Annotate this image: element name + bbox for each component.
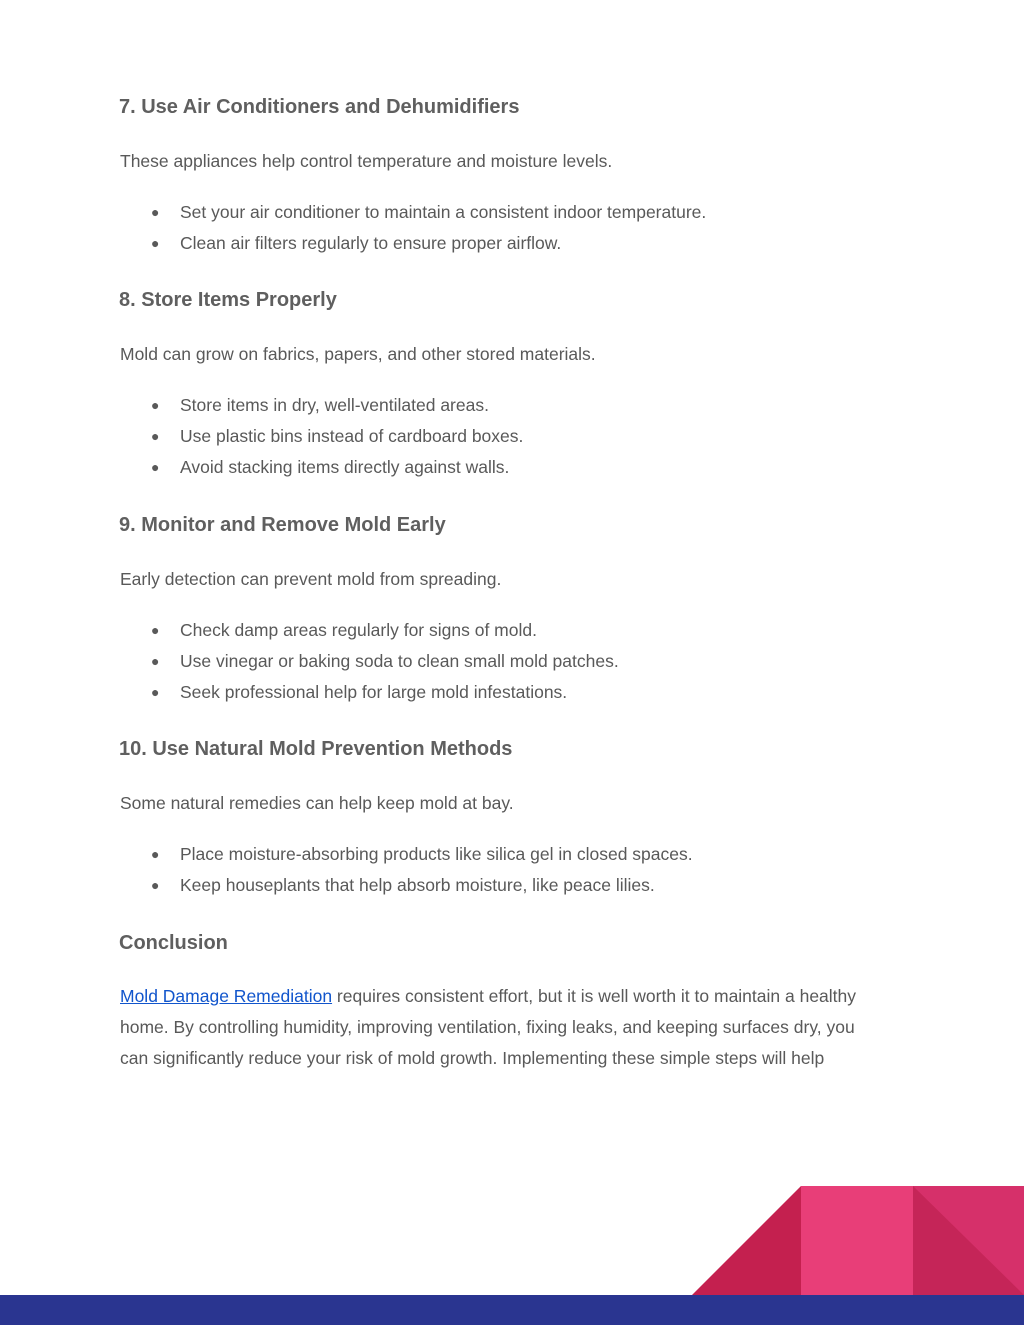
bullet-icon: ● [151, 622, 160, 638]
list-item: ● Seek professional help for large mold infestations. [120, 677, 619, 708]
bullet-icon: ● [151, 459, 160, 475]
conclusion-heading: Conclusion [119, 932, 228, 954]
bullet-icon: ● [151, 877, 160, 893]
list-item: ● Check damp areas regularly for signs of mold. [120, 615, 619, 646]
section-intro-10: Some natural remedies can help keep mold at bay. [120, 793, 514, 813]
bullet-list-9 [120, 615, 619, 708]
decor-shadow-triangle [913, 1186, 1024, 1295]
list-item: ● Store items in dry, well-ventilated areas. [120, 390, 523, 421]
list-item: ● Use vinegar or baking soda to clean small mold patches. [120, 646, 619, 677]
list-item: ● Keep houseplants that help absorb moisture, like peace lilies. [120, 870, 693, 901]
section-intro-8: Mold can grow on fabrics, papers, and other stored materials. [120, 344, 596, 364]
conclusion-paragraph [120, 981, 910, 1074]
list-item: ● Avoid stacking items directly against walls. [120, 452, 523, 483]
bullet-icon: ● [151, 397, 160, 413]
bullet-icon: ● [151, 846, 160, 862]
bullet-icon: ● [151, 684, 160, 700]
mold-damage-remediation-link[interactable]: Mold Damage Remediation [120, 986, 333, 1006]
list-item: ● Place moisture-absorbing products like silica gel in closed spaces. [120, 839, 693, 870]
bullet-icon: ● [151, 235, 160, 251]
bullet-list-8 [120, 390, 523, 483]
decor-triangle-crimson [692, 1186, 801, 1295]
section-intro-7: These appliances help control temperature and moisture levels. [120, 151, 613, 171]
section-heading-10: 10. Use Natural Mold Prevention Methods [119, 738, 513, 760]
bullet-list-10 [120, 839, 693, 901]
section-heading-9: 9. Monitor and Remove Mold Early [119, 514, 446, 536]
section-heading-8: 8. Store Items Properly [119, 289, 337, 311]
conclusion-line-3: can significantly reduce your risk of mold growth. Implementing these simple steps will help [120, 1048, 825, 1068]
conclusion-line-1: Mold Damage Remediation requires consistent effort, but it is well worth it to maintain a healthy [120, 986, 857, 1006]
section-intro-9: Early detection can prevent mold from spreading. [120, 569, 502, 589]
conclusion-line-2: home. By controlling humidity, improving ventilation, fixing leaks, and keeping surfaces dry, you [120, 1017, 855, 1037]
bullet-icon: ● [151, 204, 160, 220]
bullet-icon: ● [151, 428, 160, 444]
bullet-icon: ● [151, 653, 160, 669]
list-item: ● Use plastic bins instead of cardboard boxes. [120, 421, 523, 452]
bullet-list-7 [120, 197, 706, 259]
decor-block-pink [801, 1186, 913, 1295]
section-heading-7: 7. Use Air Conditioners and Dehumidifiers [119, 96, 520, 118]
list-item: ● Set your air conditioner to maintain a consistent indoor temperature. [120, 197, 706, 228]
footer-bar [0, 1295, 1024, 1325]
list-item: ● Clean air filters regularly to ensure proper airflow. [120, 228, 706, 259]
decor-block-rose [913, 1186, 1024, 1295]
